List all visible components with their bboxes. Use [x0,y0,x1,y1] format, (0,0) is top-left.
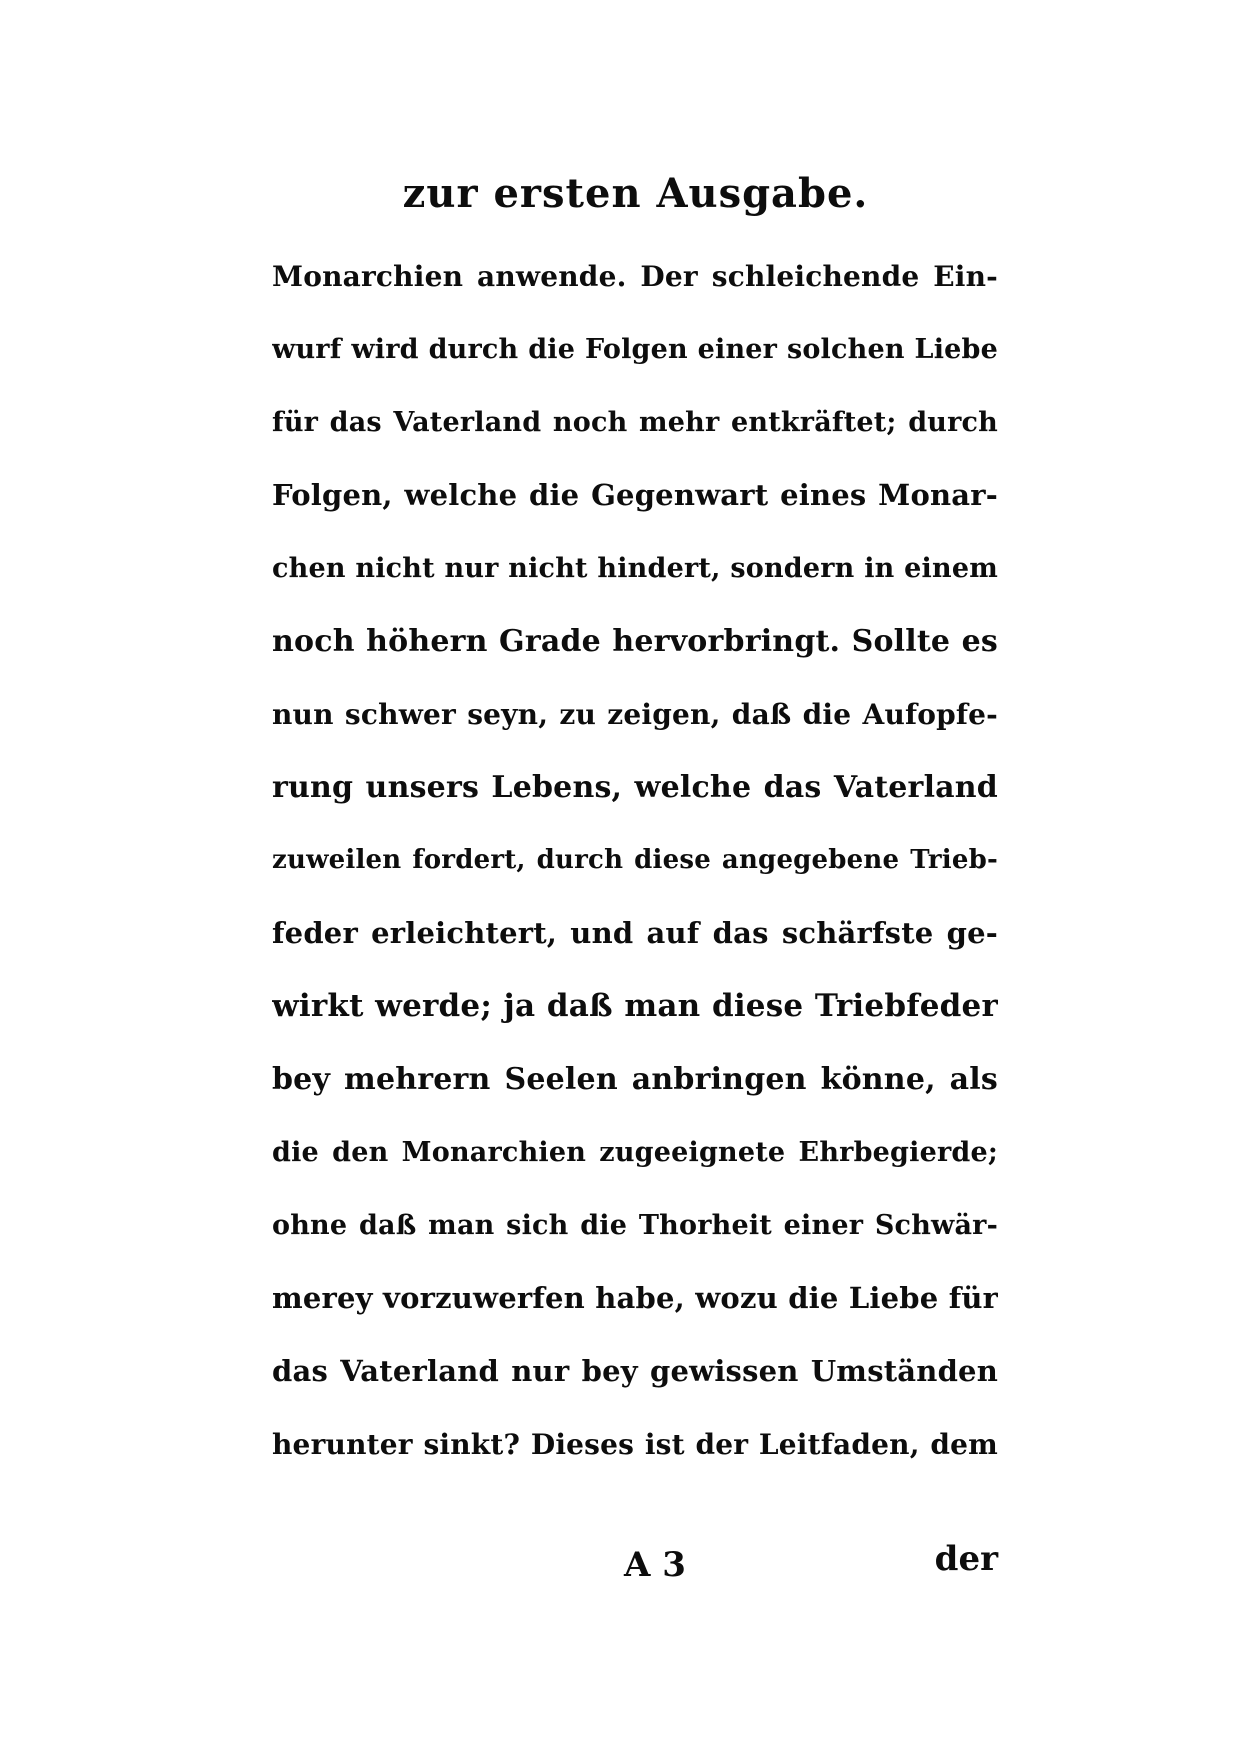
text-line: rung unsers Lebens, welche das Vaterland [272,770,998,805]
text-line: bey mehrern Seelen anbringen könne, als [272,1062,998,1097]
text-line: ohne daß man sich die Thorheit einer Schwär- [272,1210,998,1241]
text-line: zuweilen fordert, durch diese angegebene Trieb- [272,845,998,875]
text-line: die den Monarchien zugeeignete Ehrbegierde; [272,1137,998,1168]
text-line: feder erleichtert, und auf das schärfste ge- [272,916,998,950]
text-line: Monarchien anwende. Der schleichende Ein- [272,260,998,293]
catchword: der [934,1539,998,1579]
text-line: Folgen, welche die Gegenwart eines Monar- [272,478,998,512]
text-line: merey vorzuwerfen habe, wozu die Liebe für [272,1281,998,1315]
text-line: wurf wird durch die Folgen einer solchen Liebe [272,334,998,365]
text-line: das Vaterland nur bey gewissen Umständen [272,1354,998,1388]
text-line: nun schwer seyn, zu zeigen, daß die Aufopfe- [272,698,998,731]
text-line: für das Vaterland noch mehr entkräftet; durch [272,407,998,438]
body-text [272,240,998,1481]
page-footer [272,1540,998,1590]
text-line: wirkt werde; ja daß man diese Triebfeder [272,988,998,1024]
text-line: chen nicht nur nicht hindert, sondern in einem [272,553,998,584]
running-head: zur ersten Ausgabe. [402,170,869,217]
text-line: noch höhern Grade hervorbringt. Sollte es [272,624,998,659]
signature-mark: A 3 [624,1545,686,1585]
text-line: herunter sinkt? Dieses ist der Leitfaden, dem [272,1428,998,1461]
